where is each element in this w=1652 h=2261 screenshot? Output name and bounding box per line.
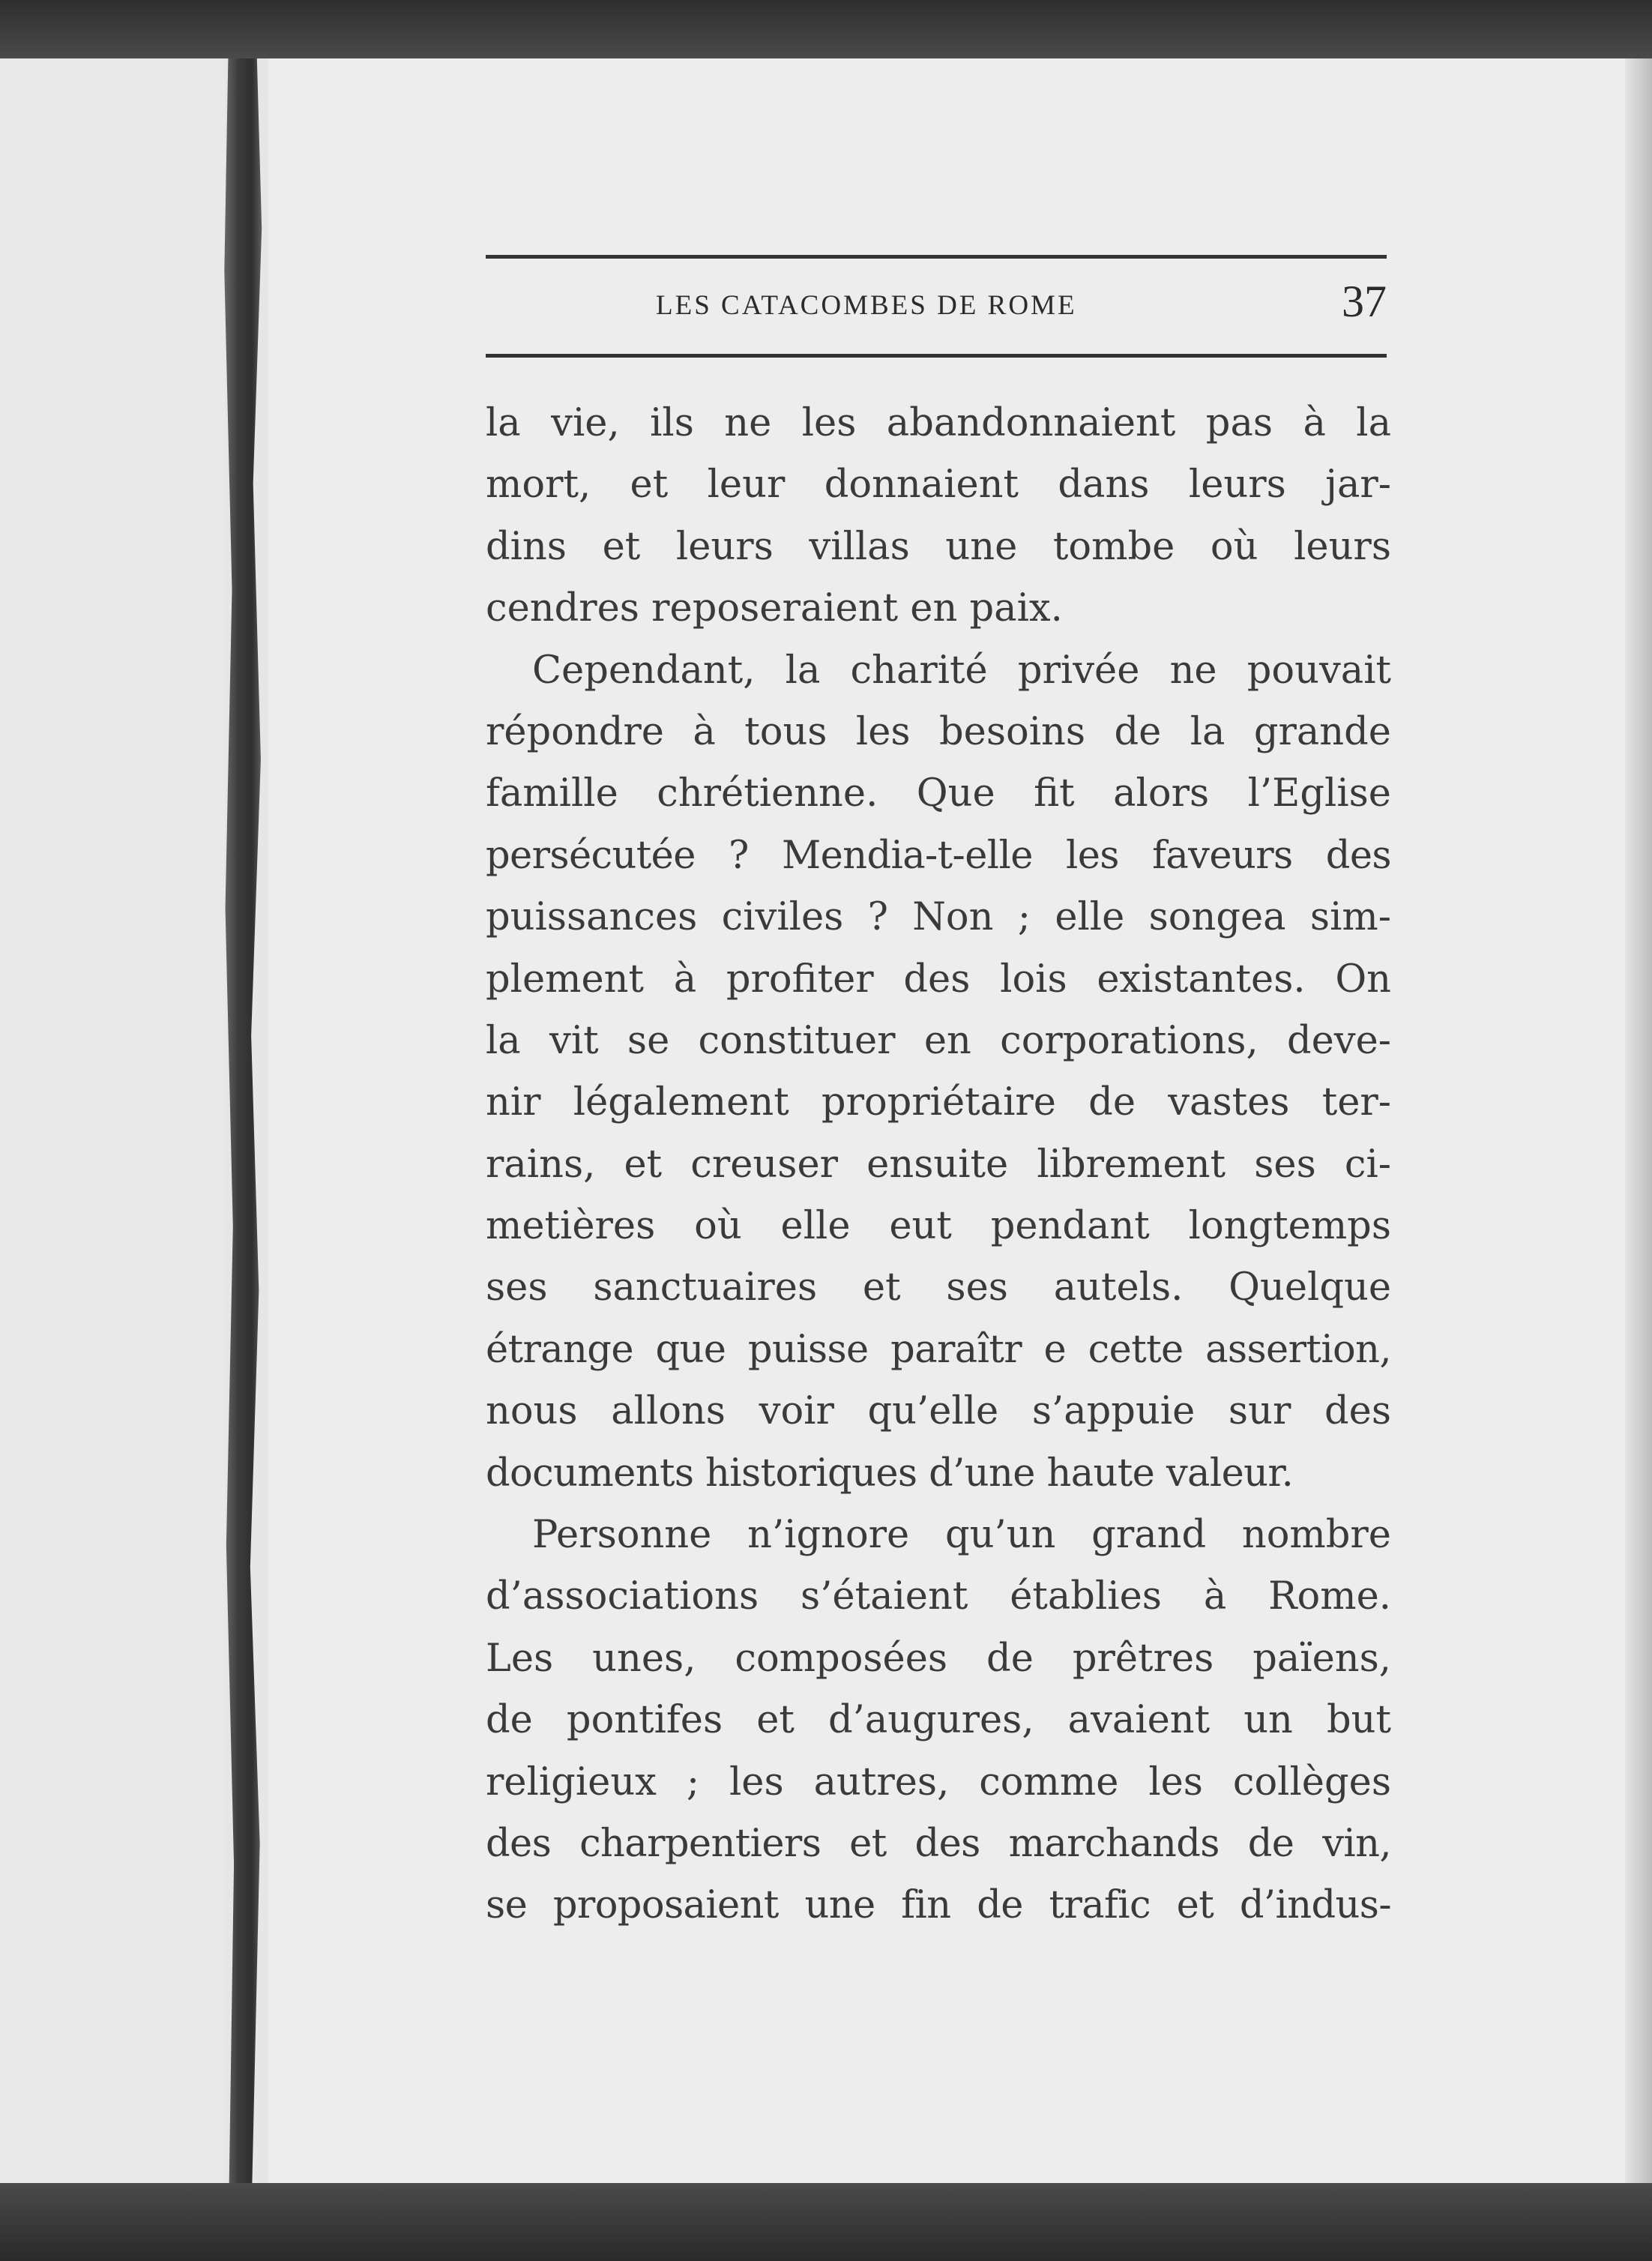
text-line: la vit se constituer en corporations, deve-: [486, 1018, 1391, 1063]
text-line: Les unes, composées de prêtres païens,: [486, 1636, 1391, 1681]
text-line: se proposaient une fin de trafic et d’indus-: [486, 1883, 1391, 1928]
paragraph-1: [486, 393, 1391, 640]
text-line: mort, et leur donnaient dans leurs jar-: [486, 463, 1391, 508]
text-line: étrange que puisse paraîtr e cette assertion,: [486, 1327, 1391, 1372]
text-line: répondre à tous les besoins de la grande: [486, 709, 1391, 754]
text-line: puissances civiles ? Non ; elle songea sim-: [486, 895, 1391, 940]
text-line: plement à profiter des lois existantes. On: [486, 957, 1391, 1002]
text-line: ses sanctuaires et ses autels. Quelque: [486, 1265, 1391, 1310]
text-line: nous allons voir qu’elle s’appuie sur des: [486, 1389, 1391, 1434]
text-line: dins et leurs villas une tombe où leurs: [486, 524, 1391, 569]
text-line: persécutée ? Mendia-t-elle les faveurs des: [486, 833, 1391, 878]
page-number: 37: [1342, 277, 1387, 326]
paragraph-2: [486, 640, 1391, 1505]
paragraph-3: [486, 1505, 1391, 1937]
text-line: religieux ; les autres, comme les collèges: [486, 1759, 1391, 1804]
text-line: nir légalement propriétaire de vastes ter-: [486, 1080, 1391, 1125]
page-edge-shadow: [1625, 58, 1652, 2183]
text-line: documents historiques d’une haute valeur.: [486, 1451, 1294, 1496]
scan-top-border: [0, 0, 1652, 58]
header-rule-top: [486, 255, 1387, 259]
text-line: Cependant, la charité privée ne pouvait: [532, 648, 1391, 693]
text-line: cendres reposeraient en paix.: [486, 586, 1063, 631]
page-header: [486, 255, 1387, 360]
book-gutter: [223, 58, 271, 2183]
text-line: des charpentiers et des marchands de vin,: [486, 1821, 1391, 1866]
running-head: LES CATACOMBES DE ROME: [656, 290, 1077, 321]
header-rule-bottom: [486, 354, 1387, 358]
text-line: d’associations s’étaient établies à Rome.: [486, 1574, 1391, 1619]
left-page-blank: [0, 58, 225, 2183]
text-line: rains, et creuser ensuite librement ses ci-: [486, 1142, 1391, 1187]
text-line: famille chrétienne. Que fit alors l’Eglise: [486, 771, 1391, 816]
text-line: metières où elle eut pendant longtemps: [486, 1204, 1391, 1249]
text-line: Personne n’ignore qu’un grand nombre: [532, 1513, 1391, 1558]
scan-bottom-border: [0, 2183, 1652, 2261]
text-line: de pontifes et d’augures, avaient un but: [486, 1698, 1391, 1743]
text-line: la vie, ils ne les abandonnaient pas à la: [486, 401, 1391, 445]
page-body: [486, 393, 1391, 1937]
